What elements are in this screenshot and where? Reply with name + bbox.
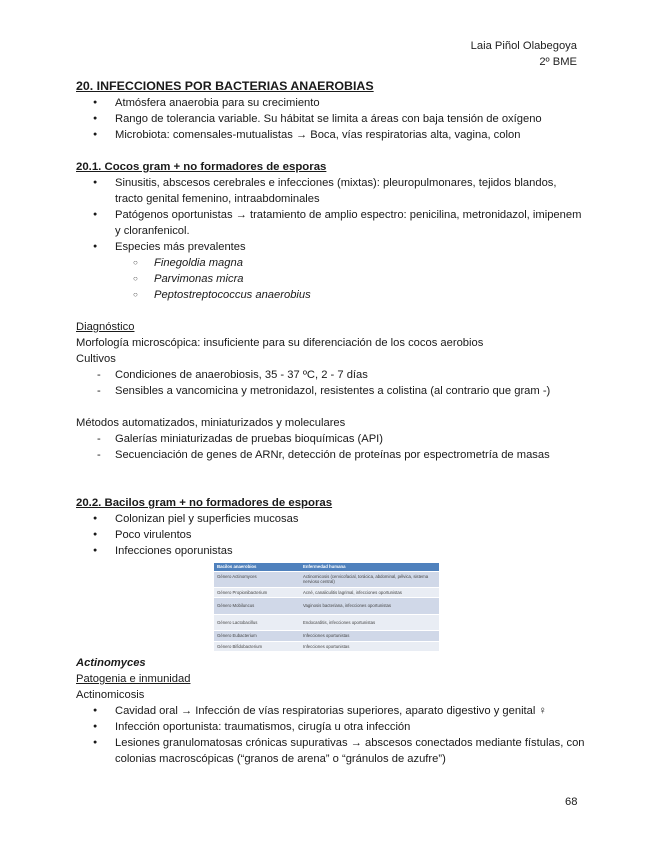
- species-item: ○ Finegoldia magna: [76, 255, 586, 271]
- table-row: [214, 614, 439, 631]
- section-20-2-bullets: [76, 511, 586, 559]
- species-item: ○ Parvimonas micra: [76, 271, 586, 287]
- page-number: 68: [565, 796, 578, 808]
- table-cell: Acné, canaliculitis lagrimal, infecciones oportunistas: [300, 587, 439, 598]
- table-header: Bacilos anaerobios: [214, 563, 300, 571]
- table-cell: Endocarditis, infecciones oportunistas: [300, 614, 439, 631]
- list-item: ● Atmósfera anaerobia para su crecimiento: [76, 95, 586, 111]
- author-name: Laia Piñol Olabegoya: [470, 40, 577, 52]
- list-item: ● Especies más prevalentes: [76, 239, 586, 255]
- list-item: ● Cavidad oral → Infección de vías respiratorias superiores, aparato digestivo y genital ♀: [76, 703, 586, 719]
- list-item: - Secuenciación de genes de ARNr, detección de proteínas por espectrometría de masas: [76, 447, 586, 463]
- list-item: - Galerías miniaturizadas de pruebas bioquímicas (API): [76, 431, 586, 447]
- actinomyces-title: Actinomyces: [76, 657, 146, 669]
- section-20-bullets: [76, 95, 586, 143]
- pathogenesis-heading: Patogenia e inmunidad: [76, 673, 191, 685]
- section-20-1-title: 20.1. Cocos gram + no formadores de esporas: [76, 161, 327, 173]
- table-row: [214, 571, 439, 587]
- page-header: [471, 38, 577, 70]
- section-20-2-title: 20.2. Bacilos gram + no formadores de esporas: [76, 497, 333, 509]
- table-cell: Género Lactobacillus: [214, 614, 300, 631]
- table-row: [214, 631, 439, 642]
- table-cell: Infecciones oportunistas: [300, 641, 439, 651]
- table-cell: Actinomicosis (cervicofacial, torácica, abdominal, pélvica, sistema nervioso central): [300, 571, 439, 587]
- list-item: ● Patógenos oportunistas → tratamiento de amplio espectro: penicilina, metronidazol, imipenem y cloranfenicol.: [76, 207, 586, 239]
- actinomycosis-label: Actinomicosis: [76, 689, 145, 701]
- table-cell: Género Mobiluncus: [214, 598, 300, 615]
- list-item: ● Lesiones granulomatosas crónicas supurativas → abscesos conectados mediante fístulas, con colonias macroscópicas (“granos de arena” o “gránulos de azufre”): [76, 735, 586, 767]
- table-row: [214, 598, 439, 615]
- list-item: - Condiciones de anaerobiosis, 35 - 37 ºC, 2 - 7 días: [76, 367, 586, 383]
- list-item: ● Sinusitis, abscesos cerebrales e infecciones (mixtas): pleuropulmonares, tejidos blandos, tracto genital femenino, intraabdominales: [76, 175, 586, 207]
- table-cell: Género Propionibacterium: [214, 587, 300, 598]
- list-item: ● Microbiota: comensales-mutualistas → Boca, vías respiratorias alta, vagina, colon: [76, 127, 586, 143]
- table-cell: Género Actinomyces: [214, 571, 300, 587]
- methods-list: [76, 431, 586, 463]
- list-item: - Sensibles a vancomicina y metronidazol, resistentes a colistina (al contrario que gram -): [76, 383, 586, 399]
- list-item: ● Rango de tolerancia variable. Su hábitat se limita a áreas con baja tensión de oxígeno: [76, 111, 586, 127]
- species-item: ○ Peptostreptococcus anaerobius: [76, 287, 586, 303]
- list-item: ● Colonizan piel y superficies mucosas: [76, 511, 586, 527]
- table-cell: Género Bifidobacterium: [214, 641, 300, 651]
- cultures-label: Cultivos: [76, 353, 116, 365]
- diagnosis-heading: Diagnóstico: [76, 321, 135, 333]
- course-label: 2º BME: [539, 56, 577, 68]
- actinomyces-bullets: [76, 703, 586, 767]
- bacilli-table: [214, 563, 439, 651]
- species-list: [76, 255, 586, 303]
- table-cell: Género Eubacterium: [214, 631, 300, 642]
- table-cell: Infecciones oportunistas: [300, 631, 439, 642]
- table-header: Enfermedad humana: [300, 563, 439, 571]
- morphology-text: Morfología microscópica: insuficiente para su diferenciación de los cocos aerobios: [76, 337, 484, 349]
- cultures-list: [76, 367, 586, 399]
- table-row: [214, 641, 439, 651]
- list-item: ● Infección oportunista: traumatismos, cirugía u otra infección: [76, 719, 586, 735]
- methods-label: Métodos automatizados, miniaturizados y moleculares: [76, 417, 346, 429]
- table-row: [214, 587, 439, 598]
- section-20-title: 20. INFECCIONES POR BACTERIAS ANAEROBIAS: [76, 79, 374, 93]
- page-content: [76, 78, 586, 767]
- list-item: ● Poco virulentos: [76, 527, 586, 543]
- list-item: ● Infecciones oporunistas: [76, 543, 586, 559]
- section-20-1-bullets: [76, 175, 586, 255]
- table-cell: Vaginosis bacteriana, infecciones oportunistas: [300, 598, 439, 615]
